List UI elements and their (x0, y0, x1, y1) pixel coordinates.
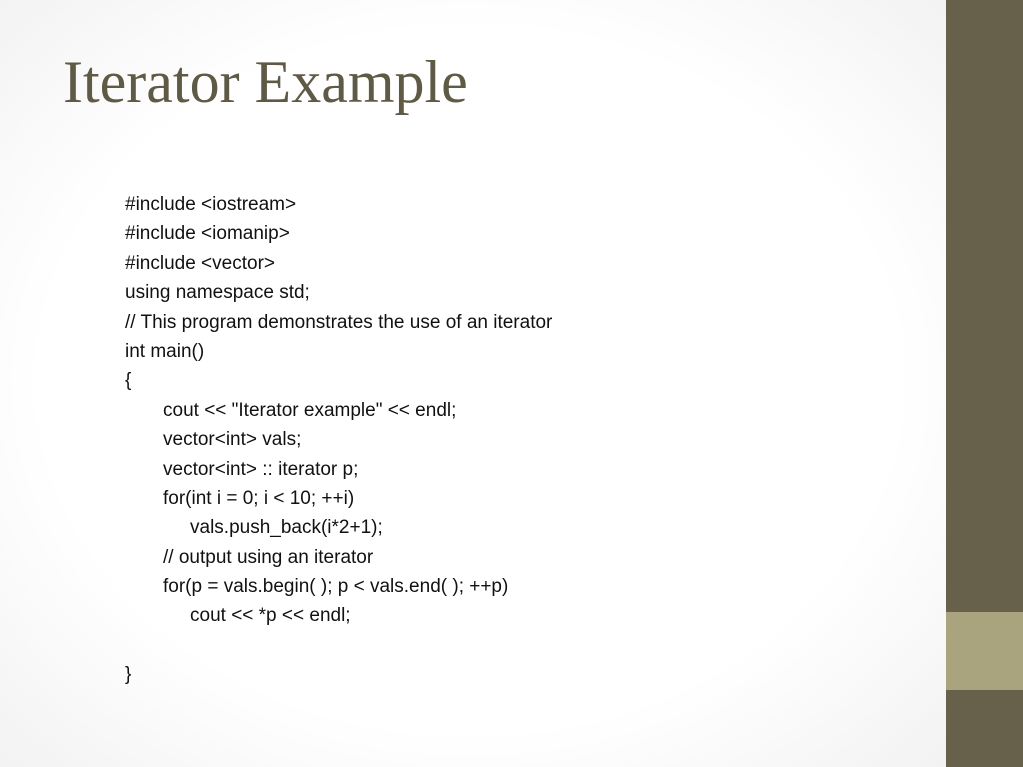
code-line: // output using an iterator (163, 546, 374, 568)
code-line: cout << "Iterator example" << endl; (163, 399, 457, 421)
code-line (125, 631, 552, 660)
code-line: for(int i = 0; i < 10; ++i) (163, 487, 355, 509)
code-line: #include <vector> (125, 252, 275, 274)
code-block (125, 190, 552, 690)
code-line: cout << *p << endl; (190, 605, 351, 627)
code-line: { (125, 370, 132, 392)
code-line: vals.push_back(i*2+1); (190, 517, 383, 539)
slide-title: Iterator Example (63, 49, 468, 115)
code-line: vector<int> vals; (163, 429, 302, 451)
code-line: } (125, 664, 132, 686)
code-line: // This program demonstrates the use of an iterator (125, 311, 553, 333)
code-line: vector<int> :: iterator p; (163, 458, 359, 480)
decorative-sidebar (946, 0, 1023, 767)
code-line: using namespace std; (125, 282, 310, 304)
code-line: #include <iomanip> (125, 223, 290, 245)
code-line: int main() (125, 340, 205, 362)
sidebar-band-bottom (946, 690, 1023, 767)
sidebar-band-accent (946, 612, 1023, 690)
code-line: #include <iostream> (125, 194, 297, 215)
sidebar-band-top (946, 0, 1023, 612)
code-line: for(p = vals.begin( ); p < vals.end( ); ++p) (163, 576, 509, 598)
